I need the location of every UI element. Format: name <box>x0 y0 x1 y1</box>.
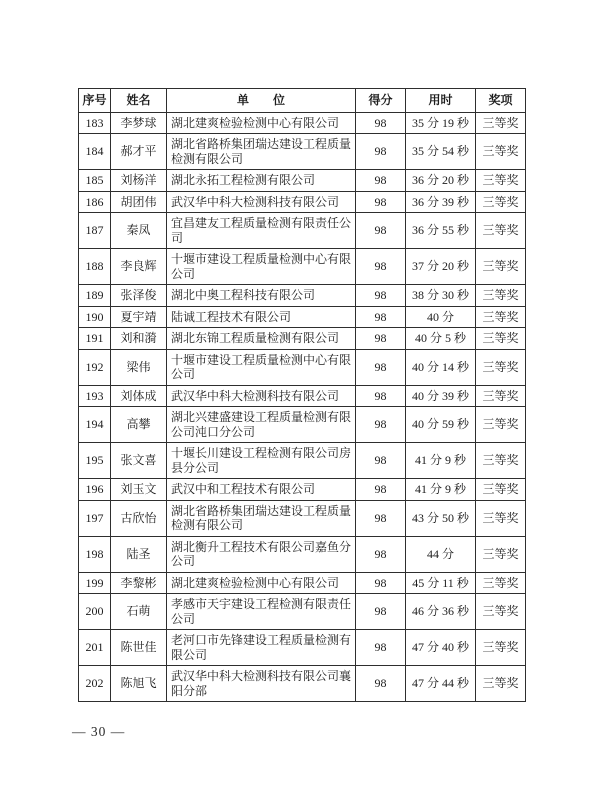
row-score-cell: 98 <box>356 191 406 213</box>
row-unit-cell: 陆诚工程技术有限公司 <box>167 306 356 328</box>
row-score-cell: 98 <box>356 443 406 479</box>
row-award-cell: 三等奖 <box>476 479 526 501</box>
table-row <box>79 407 526 443</box>
row-name-cell: 张文喜 <box>111 443 167 479</box>
row-unit-cell: 湖北省路桥集团瑞达建设工程质量检测有限公司 <box>167 134 356 170</box>
row-award-cell: 三等奖 <box>476 306 526 328</box>
row-award-cell: 三等奖 <box>476 500 526 536</box>
row-score-cell: 98 <box>356 630 406 666</box>
row-award-cell: 三等奖 <box>476 407 526 443</box>
row-name-cell: 夏宇靖 <box>111 306 167 328</box>
row-score-cell: 98 <box>356 328 406 350</box>
row-name-cell: 郝才平 <box>111 134 167 170</box>
row-score-cell: 98 <box>356 385 406 407</box>
row-unit-cell: 湖北兴建盛建设工程质量检测有限公司沌口分公司 <box>167 407 356 443</box>
table-row <box>79 572 526 594</box>
row-name-cell: 梁伟 <box>111 349 167 385</box>
row-score-cell: 98 <box>356 306 406 328</box>
row-time-cell: 46 分 36 秒 <box>406 594 476 630</box>
row-unit-cell: 武汉华中科大检测科技有限公司襄阳分部 <box>167 666 356 702</box>
row-time-cell: 47 分 44 秒 <box>406 666 476 702</box>
header-score: 得分 <box>356 89 406 113</box>
row-index-cell: 188 <box>79 249 111 285</box>
row-score-cell: 98 <box>356 249 406 285</box>
row-name-cell: 李良辉 <box>111 249 167 285</box>
row-unit-cell: 十堰市建设工程质量检测中心有限公司 <box>167 349 356 385</box>
row-score-cell: 98 <box>356 213 406 249</box>
row-index-cell: 194 <box>79 407 111 443</box>
header-unit: 单 位 <box>167 89 356 113</box>
row-unit-cell: 湖北永拓工程检测有限公司 <box>167 170 356 192</box>
row-award-cell: 三等奖 <box>476 213 526 249</box>
row-name-cell: 石萌 <box>111 594 167 630</box>
row-score-cell: 98 <box>356 112 406 134</box>
table-row <box>79 349 526 385</box>
row-time-cell: 41 分 9 秒 <box>406 479 476 501</box>
row-award-cell: 三等奖 <box>476 630 526 666</box>
row-score-cell: 98 <box>356 407 406 443</box>
row-award-cell: 三等奖 <box>476 328 526 350</box>
row-index-cell: 198 <box>79 536 111 572</box>
row-unit-cell: 武汉华中科大检测科技有限公司 <box>167 385 356 407</box>
table-row <box>79 249 526 285</box>
row-time-cell: 44 分 <box>406 536 476 572</box>
table-row <box>79 385 526 407</box>
row-award-cell: 三等奖 <box>476 385 526 407</box>
row-unit-cell: 老河口市先锋建设工程质量检测有限公司 <box>167 630 356 666</box>
row-name-cell: 陆圣 <box>111 536 167 572</box>
row-unit-cell: 十堰长川建设工程检测有限公司房县分公司 <box>167 443 356 479</box>
row-score-cell: 98 <box>356 500 406 536</box>
row-score-cell: 98 <box>356 594 406 630</box>
table-body <box>79 112 526 702</box>
row-index-cell: 191 <box>79 328 111 350</box>
row-name-cell: 张泽俊 <box>111 285 167 307</box>
row-unit-cell: 武汉华中科大检测科技有限公司 <box>167 191 356 213</box>
row-unit-cell: 湖北衡升工程技术有限公司嘉鱼分公司 <box>167 536 356 572</box>
row-award-cell: 三等奖 <box>476 349 526 385</box>
row-name-cell: 陈世佳 <box>111 630 167 666</box>
row-score-cell: 98 <box>356 536 406 572</box>
table-row <box>79 479 526 501</box>
table-row <box>79 134 526 170</box>
row-index-cell: 197 <box>79 500 111 536</box>
row-index-cell: 184 <box>79 134 111 170</box>
row-name-cell: 刘体成 <box>111 385 167 407</box>
row-index-cell: 192 <box>79 349 111 385</box>
row-time-cell: 37 分 20 秒 <box>406 249 476 285</box>
table-row <box>79 213 526 249</box>
table-row <box>79 630 526 666</box>
row-time-cell: 40 分 14 秒 <box>406 349 476 385</box>
row-time-cell: 36 分 39 秒 <box>406 191 476 213</box>
row-unit-cell: 湖北建爽检验检测中心有限公司 <box>167 112 356 134</box>
row-index-cell: 189 <box>79 285 111 307</box>
row-unit-cell: 宜昌建友工程质量检测有限责任公司 <box>167 213 356 249</box>
header-index: 序号 <box>79 89 111 113</box>
row-name-cell: 刘和漪 <box>111 328 167 350</box>
table-row <box>79 443 526 479</box>
table-row <box>79 306 526 328</box>
row-unit-cell: 武汉中和工程技术有限公司 <box>167 479 356 501</box>
row-award-cell: 三等奖 <box>476 170 526 192</box>
row-time-cell: 43 分 50 秒 <box>406 500 476 536</box>
table-row <box>79 112 526 134</box>
row-award-cell: 三等奖 <box>476 191 526 213</box>
row-name-cell: 李梦球 <box>111 112 167 134</box>
row-time-cell: 40 分 5 秒 <box>406 328 476 350</box>
header-row <box>79 89 526 113</box>
row-index-cell: 193 <box>79 385 111 407</box>
table-row <box>79 500 526 536</box>
row-unit-cell: 湖北中奥工程科技有限公司 <box>167 285 356 307</box>
row-award-cell: 三等奖 <box>476 249 526 285</box>
header-time: 用时 <box>406 89 476 113</box>
row-index-cell: 200 <box>79 594 111 630</box>
row-score-cell: 98 <box>356 666 406 702</box>
row-award-cell: 三等奖 <box>476 666 526 702</box>
row-index-cell: 199 <box>79 572 111 594</box>
row-award-cell: 三等奖 <box>476 285 526 307</box>
table-row <box>79 594 526 630</box>
row-name-cell: 李黎彬 <box>111 572 167 594</box>
row-index-cell: 195 <box>79 443 111 479</box>
table-header <box>79 89 526 113</box>
row-score-cell: 98 <box>356 349 406 385</box>
row-award-cell: 三等奖 <box>476 112 526 134</box>
row-time-cell: 36 分 20 秒 <box>406 170 476 192</box>
row-index-cell: 202 <box>79 666 111 702</box>
row-unit-cell: 湖北省路桥集团瑞达建设工程质量检测有限公司 <box>167 500 356 536</box>
page-number: — 30 — <box>72 724 126 739</box>
table-row <box>79 666 526 702</box>
table-row <box>79 191 526 213</box>
row-time-cell: 41 分 9 秒 <box>406 443 476 479</box>
row-award-cell: 三等奖 <box>476 572 526 594</box>
row-name-cell: 刘玉文 <box>111 479 167 501</box>
row-score-cell: 98 <box>356 170 406 192</box>
row-time-cell: 38 分 30 秒 <box>406 285 476 307</box>
row-score-cell: 98 <box>356 479 406 501</box>
table-row <box>79 328 526 350</box>
row-score-cell: 98 <box>356 285 406 307</box>
row-index-cell: 183 <box>79 112 111 134</box>
row-time-cell: 47 分 40 秒 <box>406 630 476 666</box>
row-index-cell: 190 <box>79 306 111 328</box>
row-index-cell: 187 <box>79 213 111 249</box>
row-unit-cell: 湖北建爽检验检测中心有限公司 <box>167 572 356 594</box>
row-time-cell: 35 分 54 秒 <box>406 134 476 170</box>
row-name-cell: 刘杨洋 <box>111 170 167 192</box>
row-unit-cell: 孝感市天宇建设工程检测有限责任公司 <box>167 594 356 630</box>
row-index-cell: 201 <box>79 630 111 666</box>
row-score-cell: 98 <box>356 572 406 594</box>
row-time-cell: 35 分 19 秒 <box>406 112 476 134</box>
row-index-cell: 186 <box>79 191 111 213</box>
row-name-cell: 陈旭飞 <box>111 666 167 702</box>
row-award-cell: 三等奖 <box>476 536 526 572</box>
row-name-cell: 秦凤 <box>111 213 167 249</box>
row-index-cell: 196 <box>79 479 111 501</box>
row-time-cell: 45 分 11 秒 <box>406 572 476 594</box>
row-time-cell: 40 分 <box>406 306 476 328</box>
row-unit-cell: 湖北东锦工程质量检测有限公司 <box>167 328 356 350</box>
row-name-cell: 古欣怡 <box>111 500 167 536</box>
header-name: 姓名 <box>111 89 167 113</box>
results-table <box>78 88 526 702</box>
row-award-cell: 三等奖 <box>476 594 526 630</box>
table-row <box>79 536 526 572</box>
row-score-cell: 98 <box>356 134 406 170</box>
row-award-cell: 三等奖 <box>476 134 526 170</box>
row-index-cell: 185 <box>79 170 111 192</box>
row-time-cell: 36 分 55 秒 <box>406 213 476 249</box>
header-award: 奖项 <box>476 89 526 113</box>
row-name-cell: 高攀 <box>111 407 167 443</box>
table-row <box>79 170 526 192</box>
row-time-cell: 40 分 39 秒 <box>406 385 476 407</box>
row-award-cell: 三等奖 <box>476 443 526 479</box>
row-name-cell: 胡团伟 <box>111 191 167 213</box>
table-row <box>79 285 526 307</box>
row-time-cell: 40 分 59 秒 <box>406 407 476 443</box>
row-unit-cell: 十堰市建设工程质量检测中心有限公司 <box>167 249 356 285</box>
